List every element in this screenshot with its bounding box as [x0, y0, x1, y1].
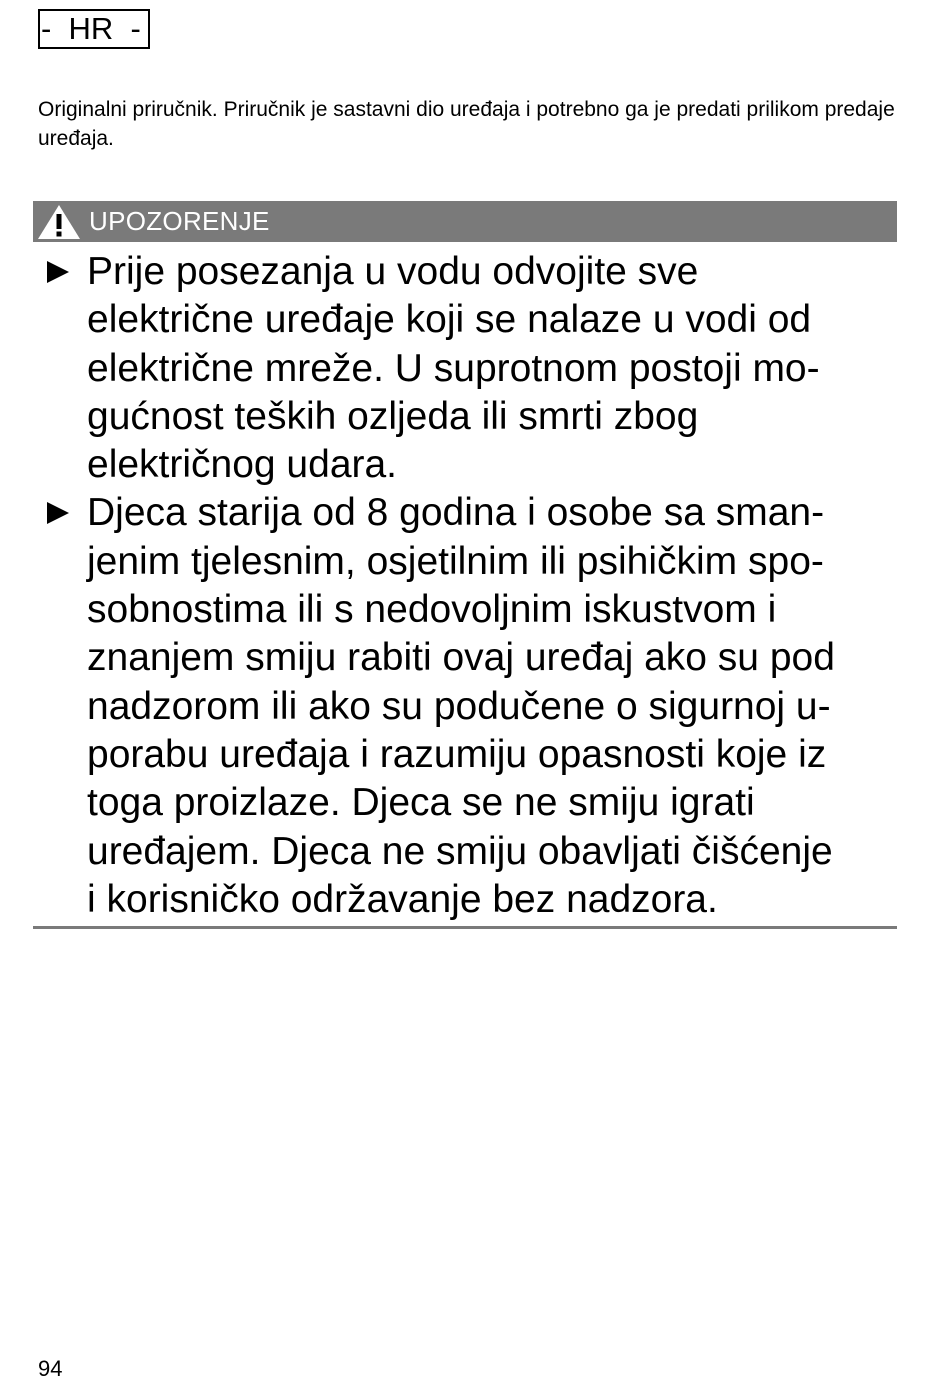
warning-item-text: Djeca starija od 8 godina i osobe sa sman- jenim tjelesnim, osjetilnim ili psihičkim spo- sobnostima ili s nedovoljnim iskustvom i znanjem smiju rabiti ovaj uređaj ako su pod nadzorom ili ako su podučene o sigurnoj u- porabu uređaja i razumiju opasnosti koje iz toga proizlaze. Djeca se ne smiju igrati uređajem. Djeca ne smiju obavljati čišćenje i korisničko održavanje bez nadzora. [87, 491, 835, 921]
language-tag: - HR - [38, 9, 150, 49]
warning-title: UPOZORENJE [89, 206, 270, 236]
page-number: 94 [38, 1356, 63, 1381]
triangle-right-icon [46, 260, 70, 284]
warning-header [33, 201, 897, 242]
triangle-right-icon [46, 501, 70, 525]
warning-item-text: Prije posezanja u vodu odvojite sve električne uređaje koji se nalaze u vodi od električne mreže. U suprotnom postoji mo- gućnost teških ozljeda ili smrti zbog električnog udara. [87, 250, 820, 487]
warning-item [33, 248, 897, 489]
intro-text: Originalni priručnik. Priručnik je sastavni dio uređaja i potrebno ga je predati prilikom predaje uređaja. [38, 98, 895, 150]
warning-item [33, 489, 897, 924]
warning-bottom-rule [33, 926, 897, 929]
warning-triangle-icon [37, 204, 81, 240]
warning-body [33, 248, 897, 924]
